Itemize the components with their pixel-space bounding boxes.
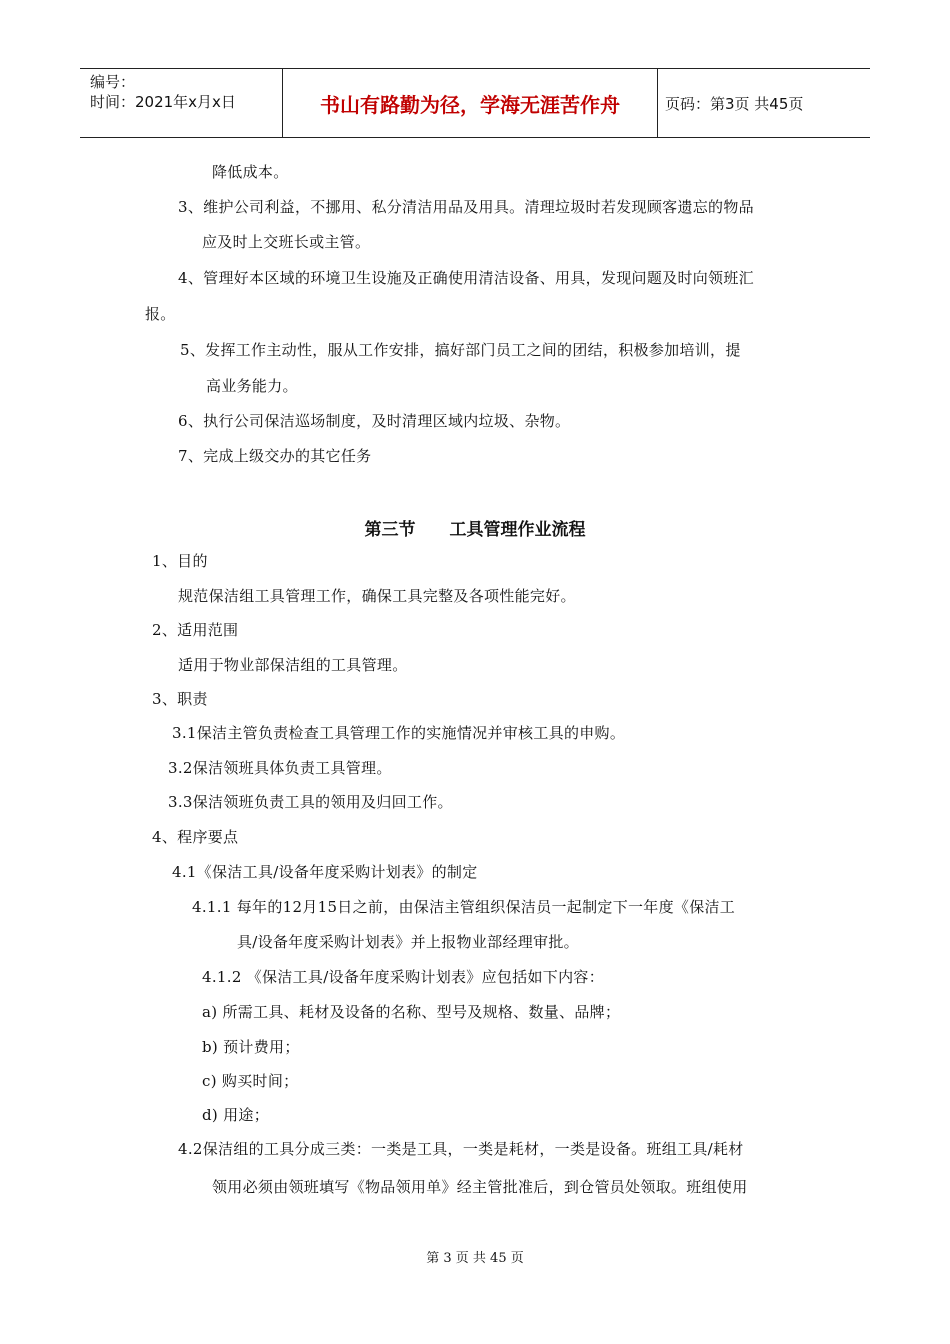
text-line: 应及时上交班长或主管。 [202,233,371,251]
text-line: c) 购买时间； [202,1072,299,1090]
text-line: 5、发挥工作主动性，服从工作安排，搞好部门员工之间的团结，积极参加培训，提 [180,341,741,359]
section-number: 第三节 [364,520,416,540]
document-number-label: 编号： [90,73,136,91]
page-header [80,68,870,138]
section-title: 工具管理作业流程 [449,520,586,540]
text-line: 高业务能力。 [206,377,298,395]
text-line: 2、适用范围 [152,621,239,639]
header-meta [80,69,282,137]
text-line: 4.2保洁组的工具分成三类：一类是工具，一类是耗材，一类是设备。班组工具/耗材 [178,1140,744,1158]
text-line: 4、管理好本区域的环境卫生设施及正确使用清洁设备、用具，发现问题及时向领班汇 [178,269,754,287]
text-line: b) 预计费用； [202,1038,300,1056]
text-line: 领用必须由领班填写《物品领用单》经主管批准后，到仓管员处领取。班组使用 [212,1178,748,1196]
header-motto: 书山有路勤为径，学海无涯苦作舟 [282,69,658,137]
page-footer: 第 3 页 共 45 页 [426,1251,524,1266]
text-line: a) 所需工具、耗材及设备的名称、型号及规格、数量、品牌； [202,1003,621,1021]
text-line: 4.1《保洁工具/设备年度采购计划表》的制定 [172,863,478,881]
document-time-label: 时间：2021年x月x日 [90,93,236,111]
text-line: 报。 [145,305,176,323]
text-line: 3.2保洁领班具体负责工具管理。 [168,759,392,777]
text-line: 降低成本。 [212,163,289,181]
text-line: 3.1保洁主管负责检查工具管理工作的实施情况并审核工具的申购。 [172,724,626,742]
text-line: 3、职责 [152,690,208,708]
text-line: 4、程序要点 [152,828,239,846]
text-line: 适用于物业部保洁组的工具管理。 [178,656,408,674]
text-line: 3、维护公司利益，不挪用、私分清洁用品及用具。清理垃圾时若发现顾客遗忘的物品 [178,198,754,216]
text-line: 具/设备年度采购计划表》并上报物业部经理审批。 [237,933,579,951]
text-line: 规范保洁组工具管理工作，确保工具完整及各项性能完好。 [178,587,576,605]
section-heading [0,515,950,540]
text-line: 1、目的 [152,552,208,570]
text-line: 6、执行公司保洁巡场制度，及时清理区域内垃圾、杂物。 [178,412,571,430]
header-page-info: 页码：第3页 共45页 [665,94,804,113]
text-line: d) 用途； [202,1106,270,1124]
text-line: 4.1.1 每年的12月15日之前，由保洁主管组织保洁员一起制定下一年度《保洁工 [192,898,736,916]
text-line: 3.3保洁领班负责工具的领用及归回工作。 [168,793,453,811]
text-line: 4.1.2 《保洁工具/设备年度采购计划表》应包括如下内容： [202,968,604,986]
text-line: 7、完成上级交办的其它任务 [178,447,372,465]
